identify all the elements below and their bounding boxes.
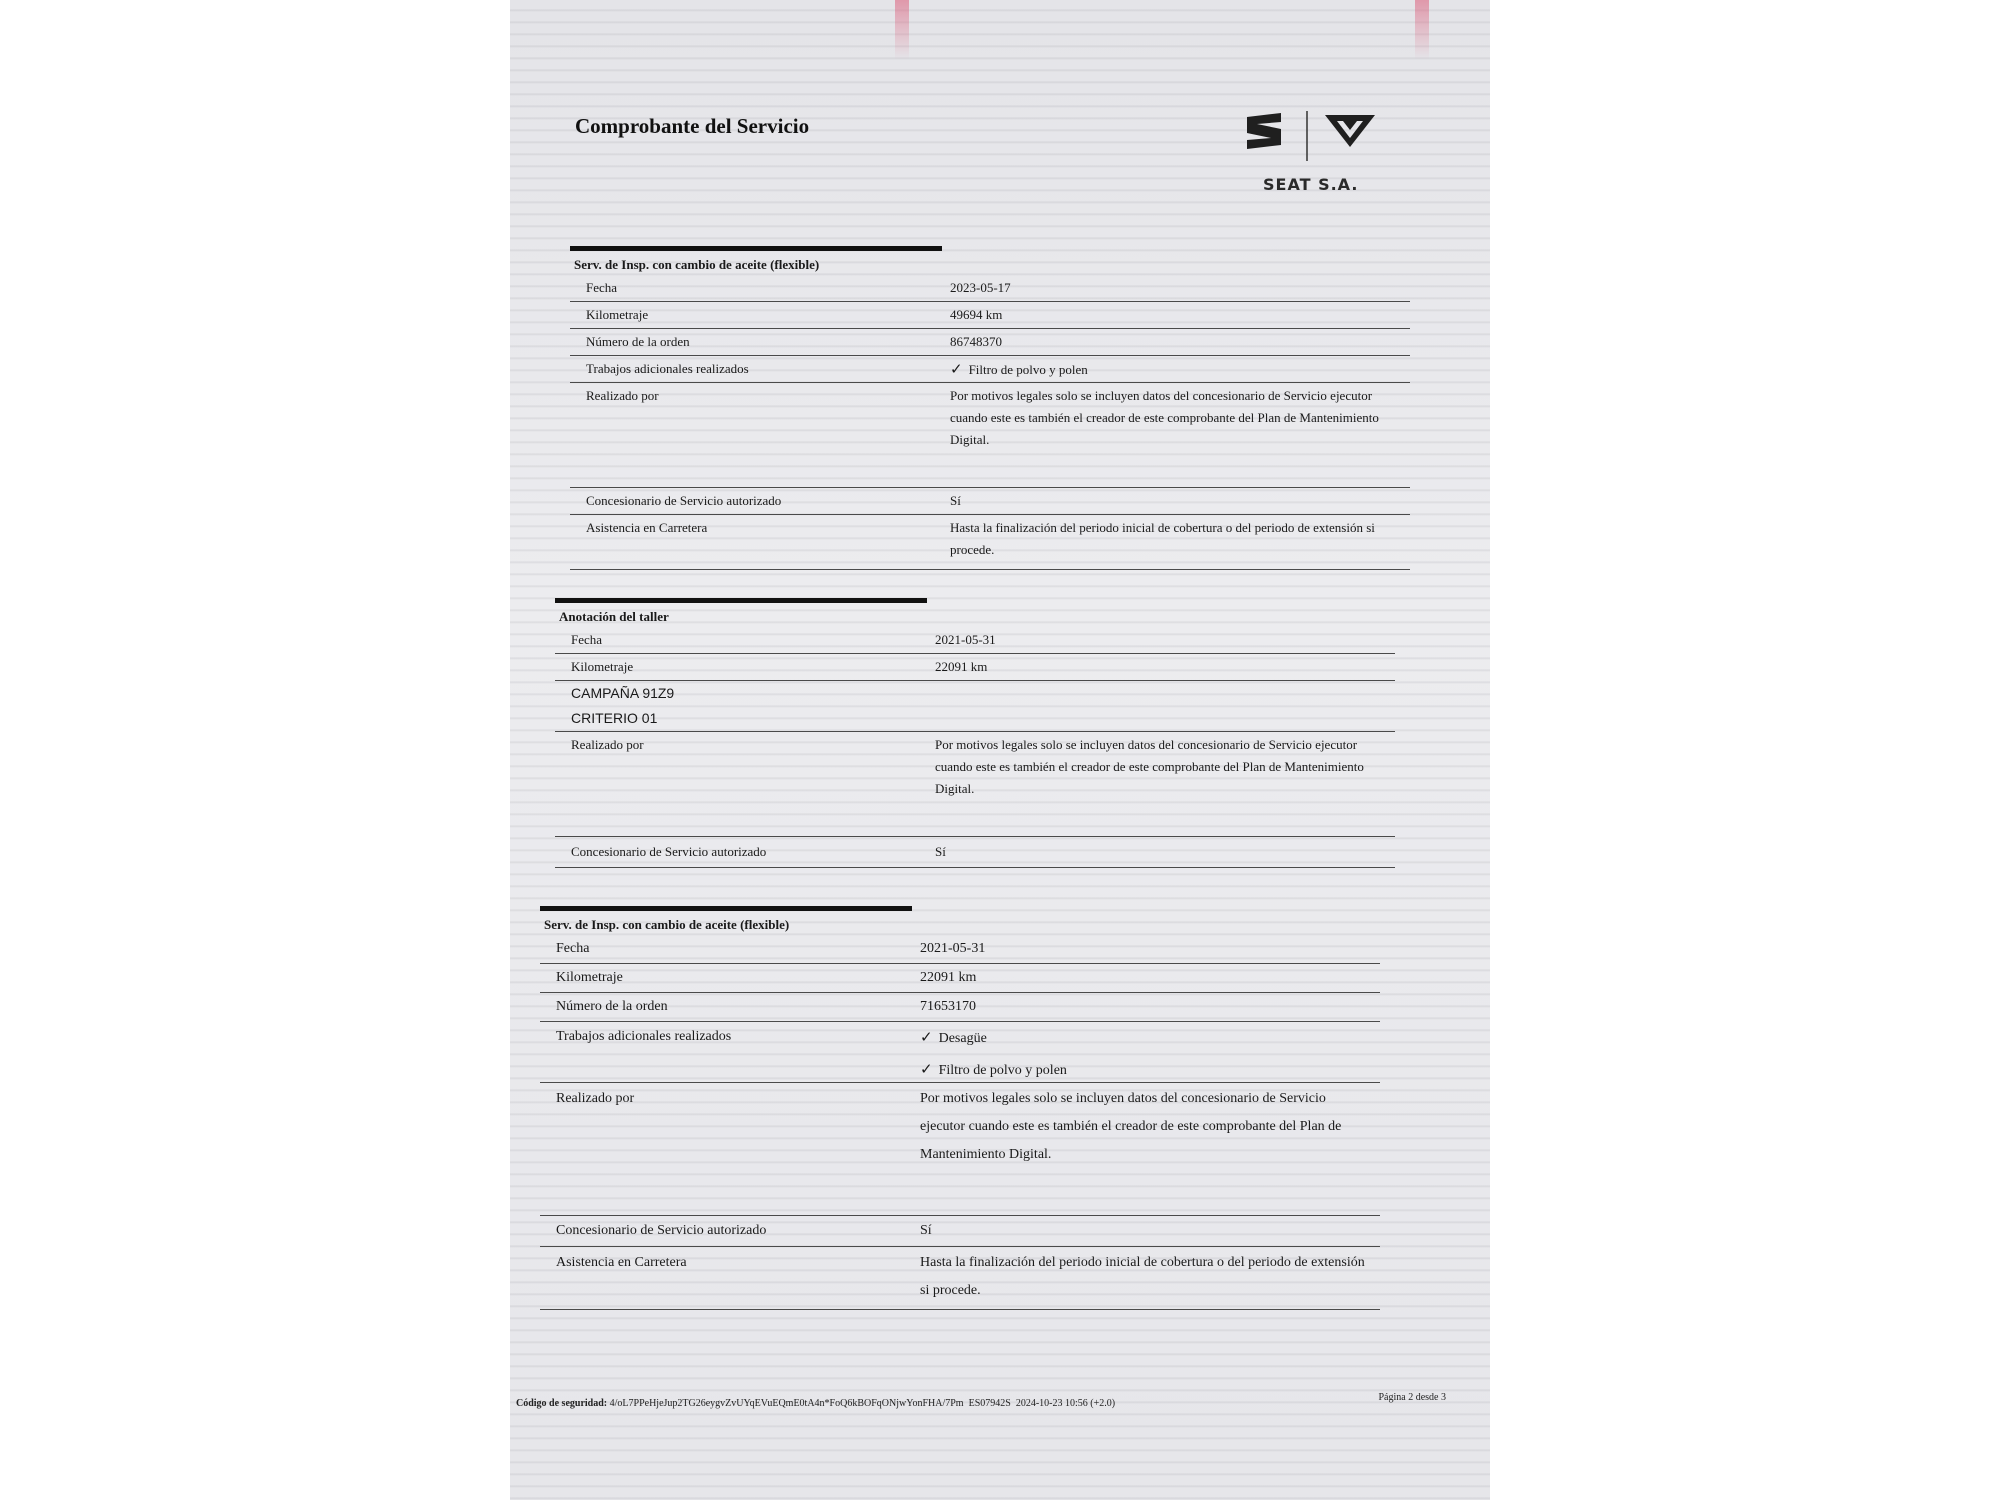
field-value: Por motivos legales solo se incluyen datos del concesionario de Servicio ejecutor cuando este es también el creador de este comprobante del Plan de Mantenimiento Digital. <box>950 388 1379 447</box>
checkmark-icon: ✓ <box>920 1028 933 1046</box>
row-notes <box>555 681 1395 732</box>
field-value: 86748370 <box>950 334 1002 349</box>
field-value: Sí <box>950 493 961 508</box>
field-label: Kilometraje <box>586 307 649 322</box>
field-value: Hasta la finalización del periodo inicial de cobertura o del periodo de extensión si procede. <box>920 1255 1365 1298</box>
print-streak <box>1415 0 1429 60</box>
section-rule <box>555 598 927 603</box>
row-numero-orden <box>540 993 1380 1022</box>
row-asistencia <box>540 1247 1380 1310</box>
row-asistencia <box>570 515 1410 570</box>
section-heading: Serv. de Insp. con cambio de aceite (flexible) <box>574 257 820 272</box>
service-section-2021 <box>540 906 1380 1310</box>
checkmark-icon: ✓ <box>920 1060 933 1078</box>
security-code-label: Código de seguridad: <box>516 1398 608 1409</box>
section-rule <box>570 246 942 251</box>
field-value: Por motivos legales solo se incluyen datos del concesionario de Servicio ejecutor cuando este es también el creador de este comprobante del Plan de Mantenimiento Digital. <box>920 1091 1342 1162</box>
row-concesionario <box>555 837 1395 868</box>
field-value: Sí <box>920 1223 932 1238</box>
field-label: Trabajos adicionales realizados <box>586 361 749 376</box>
service-section-2023 <box>570 246 1410 570</box>
row-kilometraje <box>555 654 1395 681</box>
field-value: Sí <box>935 844 946 859</box>
field-label: Asistencia en Carretera <box>586 520 708 535</box>
brand-block <box>1245 105 1385 200</box>
print-timestamp: 2024-10-23 10:56 (+2.0) <box>1015 1398 1116 1409</box>
trabajo-item-row <box>920 1022 1370 1054</box>
field-label: Kilometraje <box>556 970 623 985</box>
field-value: 2021-05-31 <box>920 941 986 956</box>
field-value: 49694 km <box>950 307 1003 322</box>
field-value: 22091 km <box>935 659 988 674</box>
row-trabajos <box>570 356 1410 383</box>
field-label: Trabajos adicionales realizados <box>556 1029 732 1044</box>
section-rule <box>540 906 912 911</box>
row-kilometraje <box>540 964 1380 993</box>
document-footer <box>516 1392 1476 1409</box>
row-fecha <box>540 935 1380 964</box>
field-label: Fecha <box>586 280 618 295</box>
dealer-code: ES07942S <box>968 1398 1011 1409</box>
print-streak <box>895 0 909 60</box>
row-fecha <box>570 275 1410 302</box>
trabajo-item: Desagüe <box>938 1031 987 1046</box>
document-title: Comprobante del Servicio <box>575 114 810 138</box>
field-value: 2023-05-17 <box>950 280 1011 295</box>
security-code: 4/oL7PPeHjeJup2TG26eygvZvUYqEVuEQmE0tA4n*FoQ6kBOFqONjwYonFHA/7Pm <box>609 1398 964 1409</box>
section-heading: Anotación del taller <box>559 609 669 624</box>
field-label: Kilometraje <box>571 659 634 674</box>
row-trabajos <box>540 1022 1380 1083</box>
trabajo-item-row <box>920 1054 1370 1086</box>
trabajo-item: Filtro de polvo y polen <box>938 1063 1067 1078</box>
row-realizado-por <box>555 732 1395 837</box>
checkmark-icon: ✓ <box>950 360 963 378</box>
note-line: CAMPAÑA 91Z9 <box>571 685 675 701</box>
field-label: Asistencia en Carretera <box>556 1255 687 1270</box>
field-label: Concesionario de Servicio autorizado <box>571 844 767 859</box>
row-realizado-por <box>540 1083 1380 1216</box>
note-line: CRITERIO 01 <box>571 710 658 726</box>
note-lines <box>555 681 674 731</box>
field-label: Concesionario de Servicio autorizado <box>586 493 782 508</box>
section-heading: Serv. de Insp. con cambio de aceite (flexible) <box>544 917 790 932</box>
trabajo-item: Filtro de polvo y polen <box>968 362 1088 377</box>
row-concesionario <box>570 488 1410 515</box>
field-label: Realizado por <box>556 1091 635 1106</box>
row-realizado-por <box>570 383 1410 488</box>
field-label: Número de la orden <box>586 334 690 349</box>
document-page <box>510 0 1490 1500</box>
field-value <box>920 1022 1380 1082</box>
field-label: Concesionario de Servicio autorizado <box>556 1223 767 1238</box>
field-value: 22091 km <box>920 970 977 985</box>
row-concesionario <box>540 1216 1380 1247</box>
field-label: Realizado por <box>586 388 659 403</box>
row-numero-orden <box>570 329 1410 356</box>
page-number: Página 2 desde 3 <box>1378 1392 1446 1403</box>
field-value: Hasta la finalización del periodo inicial de cobertura o del periodo de extensión si procede. <box>950 520 1375 557</box>
row-kilometraje <box>570 302 1410 329</box>
field-value: 2021-05-31 <box>935 632 996 647</box>
row-fecha <box>555 627 1395 654</box>
workshop-note-section <box>555 598 1395 868</box>
field-value: 71653170 <box>920 999 976 1014</box>
field-value: Por motivos legales solo se incluyen datos del concesionario de Servicio ejecutor cuando este es también el creador de este comprobante del Plan de Mantenimiento Digital. <box>935 737 1364 796</box>
brand-name: SEAT S.A. <box>1263 175 1359 194</box>
field-value <box>950 356 1410 382</box>
field-label: Fecha <box>571 632 603 647</box>
seat-cupra-logo <box>1245 105 1385 165</box>
field-label: Número de la orden <box>556 999 668 1014</box>
field-label: Realizado por <box>571 737 644 752</box>
field-label: Fecha <box>556 941 590 956</box>
